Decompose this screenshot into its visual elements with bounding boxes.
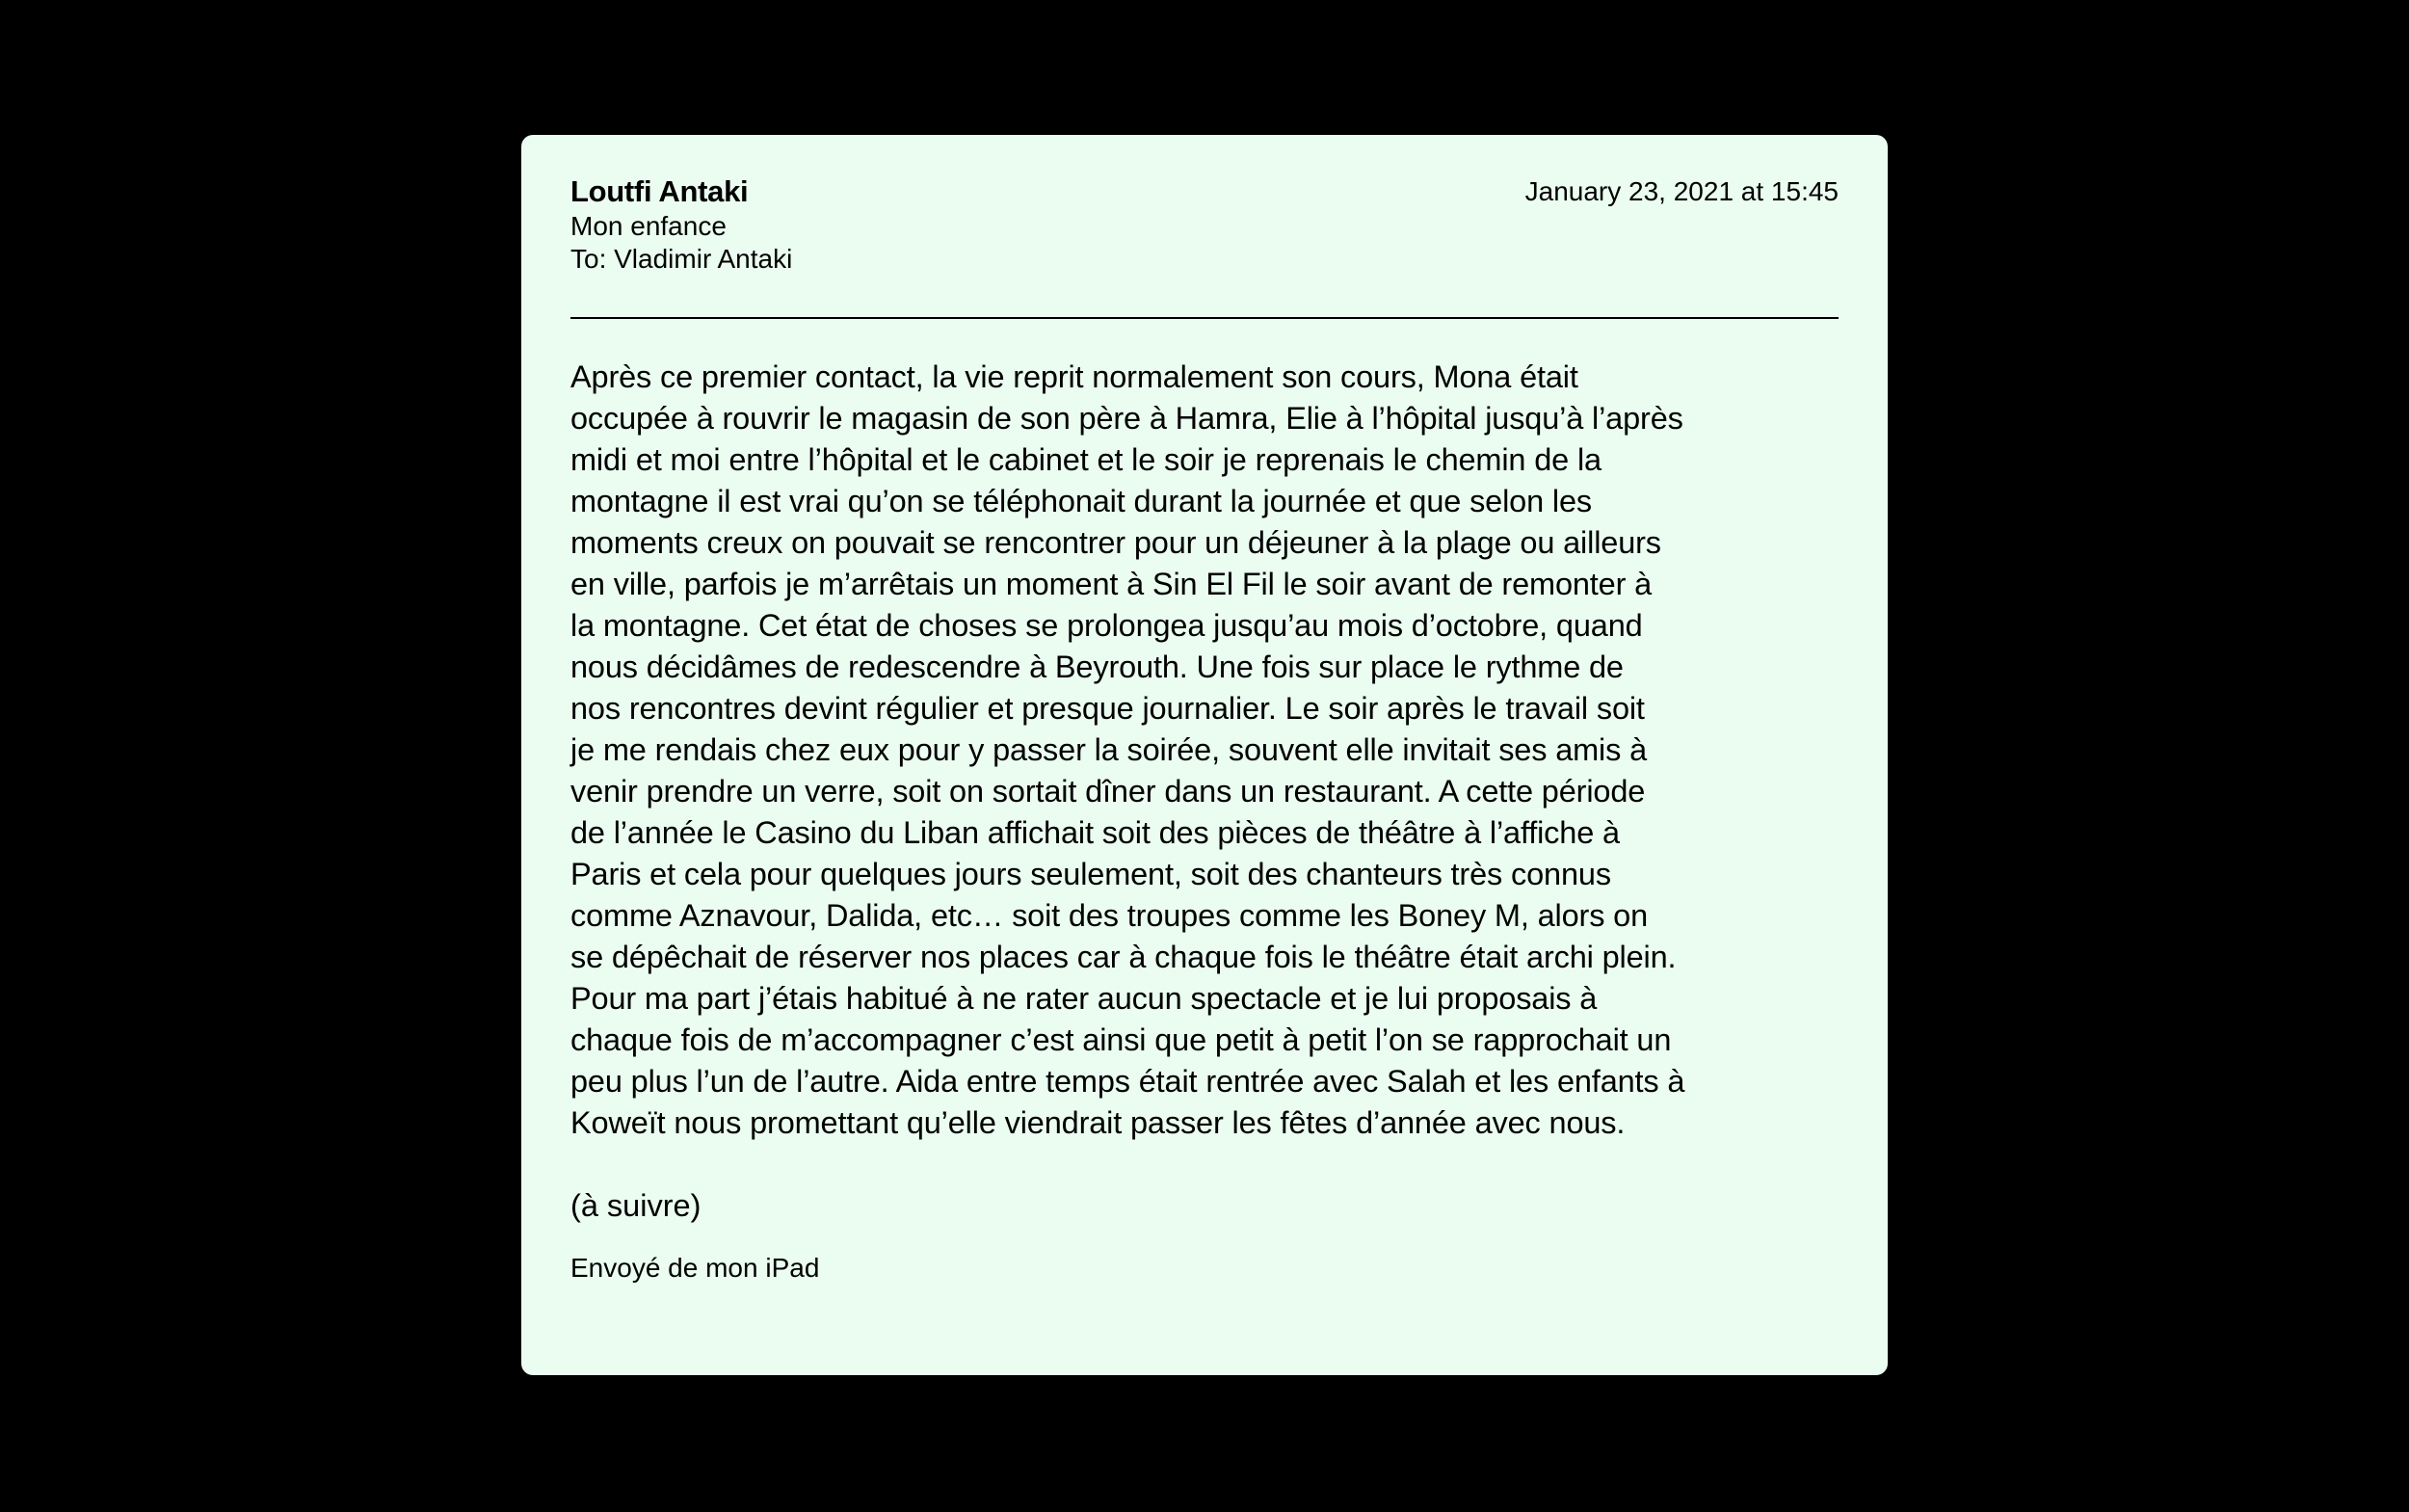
email-recipient: To: Vladimir Antaki xyxy=(570,244,793,274)
email-body: Après ce premier contact, la vie reprit normalement son cours, Mona était occupée à rouvrir le magasin de son père à Hamra, Elie à l’hôpital jusqu’à l’après midi et moi entre l’hôpital et le cabinet et le soir je reprenais le chemin de la montagne il est vrai qu’on se téléphonait durant la journée et que selon les moments creux on pouvait se rencontrer pour un déjeuner à la plage ou ailleurs en ville, parfois je m’arrêtais un moment à Sin El Fil le soir avant de remonter à la montagne. Cet état de choses se prolongea jusqu’au mois d’octobre, quand nous décidâmes de redescendre à Beyrouth. Une fois sur place le rythme de nos rencontres devint régulier et presque journalier. Le soir après le travail soit je me rendais chez eux pour y passer la soirée, souvent elle invitait ses amis à venir prendre un verre, soit on sortait dîner dans un restaurant. A cette période de l’année le Casino du Liban affichait soit des pièces de théâtre à l’affiche à Paris et cela pour quelques jours seulement, soit des chanteurs très connus comme Aznavour, Dalida, etc… soit des troupes comme les Boney M, alors on se dépêchait de réserver nos places car à chaque fois le théâtre était archi plein. Pour ma part j’étais habitué à ne rater aucun spectacle et je lui proposais à chaque fois de m’accompagner c’est ainsi que petit à petit l’on se rapprochait un peu plus l’un de l’autre. Aida entre temps était rentrée avec Salah et les enfants à Koweït nous promettant qu’elle viendrait passer les fêtes d’année avec nous. xyxy=(570,359,1685,1140)
email-closing: (à suivre) xyxy=(570,1188,702,1223)
email-date: January 23, 2021 at 15:45 xyxy=(1524,176,1839,206)
email-signature: Envoyé de mon iPad xyxy=(570,1253,820,1283)
sender-name: Loutfi Antaki xyxy=(570,174,749,208)
email-subject: Mon enfance xyxy=(570,211,727,241)
email-header xyxy=(570,173,1839,317)
header-divider xyxy=(570,317,1839,319)
email-card xyxy=(521,135,1888,1375)
